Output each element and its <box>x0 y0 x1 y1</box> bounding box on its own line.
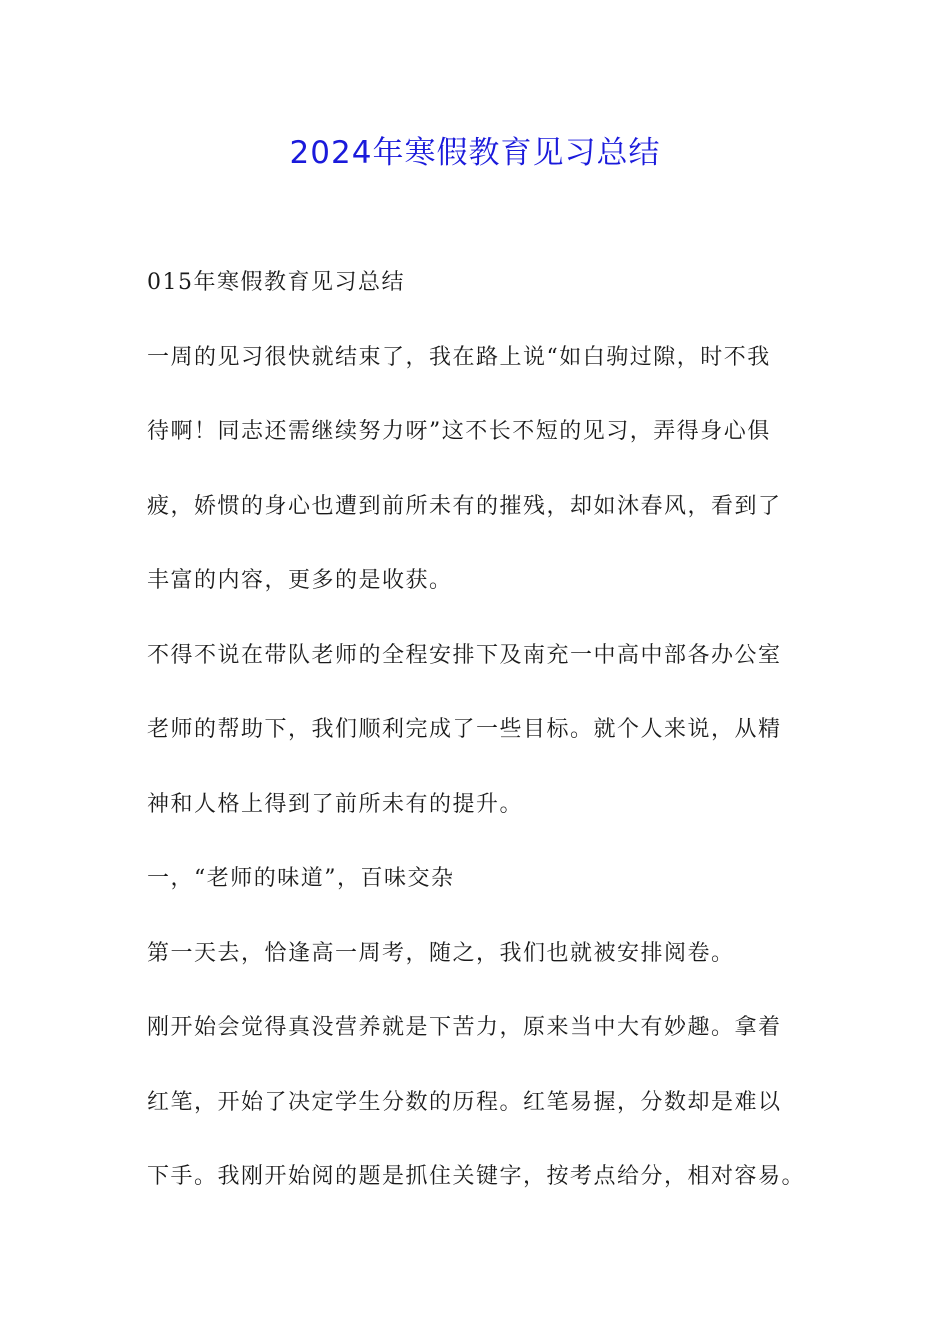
document-title: 2024年寒假教育见习总结 <box>289 135 661 171</box>
text-line: 第一天去，恰逢高一周考，随之，我们也就被安排阅卷。 <box>147 940 735 966</box>
text-line: 红笔，开始了决定学生分数的历程。红笔易握，分数却是难以 <box>147 1089 782 1115</box>
section-heading: 一，“老师的味道”，百味交杂 <box>147 866 455 891</box>
text-line: 待啊！同志还需继续努力呀”这不长不短的见习，弄得身心俱 <box>147 419 771 444</box>
text-line: 015年寒假教育见习总结 <box>147 270 405 295</box>
text-line: 下手。我刚开始阅的题是抓住关键字，按考点给分，相对容易。 <box>147 1164 806 1189</box>
text-line: 刚开始会觉得真没营养就是下苦力，原来当中大有妙趣。拿着 <box>147 1015 782 1040</box>
text-line: 丰富的内容，更多的是收获。 <box>147 568 453 593</box>
text-line: 不得不说在带队老师的全程安排下及南充一中高中部各办公室 <box>147 642 782 668</box>
text-line: 一周的见习很快就结束了，我在路上说“如白驹过隙，时不我 <box>147 344 771 370</box>
text-line: 疲，娇惯的身心也遭到前所未有的摧残，却如沐春风，看到了 <box>147 493 782 519</box>
text-line: 神和人格上得到了前所未有的提升。 <box>147 791 524 817</box>
text-line: 老师的帮助下，我们顺利完成了一些目标。就个人来说，从精 <box>147 717 782 742</box>
document-body <box>147 264 827 1233</box>
